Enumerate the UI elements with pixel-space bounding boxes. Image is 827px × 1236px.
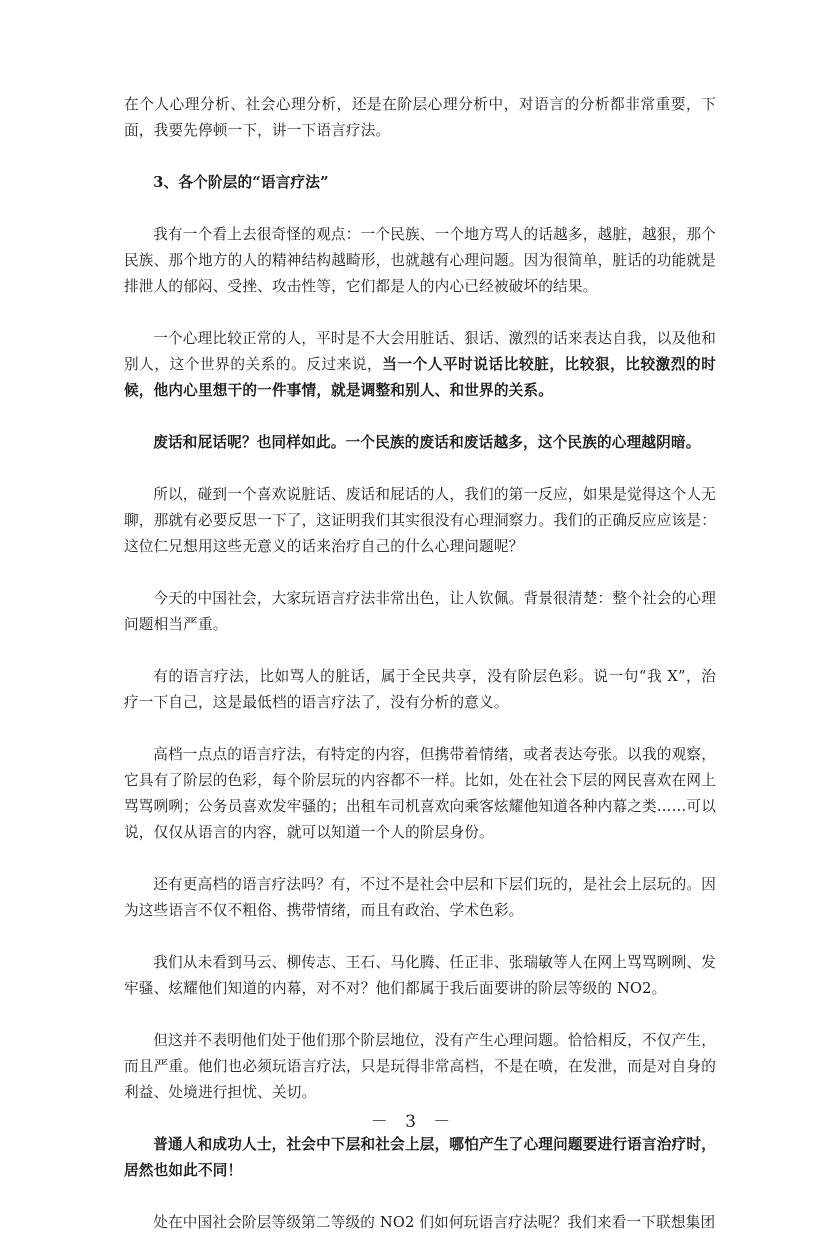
document-body (124, 92, 716, 1236)
page-number: － 3 － (370, 1112, 457, 1132)
spacer (124, 300, 716, 326)
paragraph-upper-class: 还有更高档的语言疗法吗？有，不过不是社会中层和下层们玩的，是社会上层玩的。因为这些语言不仅不粗俗、携带情绪，而且有政治、学术色彩。 (124, 876, 716, 919)
paragraph-chinese-society: 今天的中国社会，大家玩语言疗法非常出色，让人钦佩。背景很清楚：整个社会的心理问题相当严重。 (124, 590, 716, 633)
paragraph-nonsense-emphasis: 废话和屁话呢？也同样如此。一个民族的废话和废话越多，这个民族的心理越阴暗。 (153, 434, 701, 451)
paragraph-lowest-therapy: 有的语言疗法，比如骂人的脏话，属于全民共享，没有阶层色彩。说一句“我 X”，治疗一下自己，这是最低档的语言疗法了，没有分析的意义。 (124, 668, 716, 711)
spacer (124, 846, 716, 872)
paragraph-normal-person-emphasis: 当一个人平时说话比较脏，比较狠，比较激烈的时候，他内心里想干的一件事情，就是调整和别人、和世界的关系。 (124, 356, 717, 399)
spacer (124, 1002, 716, 1028)
paragraph-no2-lead: 处在中国社会阶层等级第二等级的 NO2 们如何玩语言疗法呢？我们来看一下联想集团 (153, 1214, 716, 1231)
paragraph-entrepreneurs: 我们从未看到马云、柳传志、王石、马化腾、任正非、张瑞敏等人在网上骂骂咧咧、发牢骚、炫耀他们知道的内幕，对不对？他们都属于我后面要讲的阶层等级的 NO2。 (124, 954, 716, 997)
spacer (124, 560, 716, 586)
section-heading: 3、各个阶层的“语言疗法” (153, 174, 329, 191)
spacer (124, 196, 716, 222)
spacer (124, 638, 716, 664)
paragraph-higher-therapy: 高档一点点的语言疗法，有特定的内容，但携带着情绪，或者表达夸张。以我的观察，它具有了阶层的色彩，每个阶层玩的内容都不一样。比如，处在社会下层的网民喜欢在网上骂骂咧咧；公务员喜欢发牢骚的；出租车司机喜欢向乘客炫耀他知道各种内幕之类……可以说，仅仅从语言的内容，就可以知道一个人的阶层身份。 (124, 746, 716, 841)
spacer (124, 456, 716, 482)
paragraph-normal-person (124, 326, 716, 404)
spacer (124, 144, 716, 170)
paragraph-contrast-emphasis: 普通人和成功人士，社会中下层和社会上层，哪怕产生了心理问题要进行语言治疗时，居然也如此不同！ (124, 1136, 716, 1179)
spacer (124, 716, 716, 742)
paragraph-normal-person-text: 一个心理比较正常的人，平时是不大会用脏话、狠话、激烈的话来表达自我，以及他和别人，这个世界的关系的。反过来说， (124, 330, 716, 373)
paragraph-first-reaction: 所以，碰到一个喜欢说脏话、废话和屁话的人，我们的第一反应，如果是觉得这个人无聊，那就有必要反思一下了，这证明我们其实很没有心理洞察力。我们的正确反应应该是：这位仁兄想用这些无意义的话来治疗自己的什么心理问题呢？ (124, 486, 716, 555)
spacer (124, 924, 716, 950)
paragraph-dirty-words: 我有一个看上去很奇怪的观点：一个民族、一个地方骂人的话越多，越脏，越狠，那个民族、那个地方的人的精神结构越畸形，也就越有心理问题。因为很简单，脏话的功能就是排泄人的郁闷、受挫、攻击性等，它们都是人的内心已经被破坏的结果。 (124, 226, 716, 295)
spacer (124, 1184, 716, 1210)
spacer (124, 404, 716, 430)
paragraph-high-end-therapy: 但这并不表明他们处于他们那个阶层地位，没有产生心理问题。恰恰相反，不仅产生，而且严重。他们也必须玩语言疗法，只是玩得非常高档，不是在喷，在发泄，而是对自身的利益、处境进行担忧、关切。 (124, 1032, 716, 1101)
paragraph-intro: 在个人心理分析、社会心理分析，还是在阶层心理分析中，对语言的分析都非常重要，下面，我要先停顿一下，讲一下语言疗法。 (124, 96, 716, 139)
